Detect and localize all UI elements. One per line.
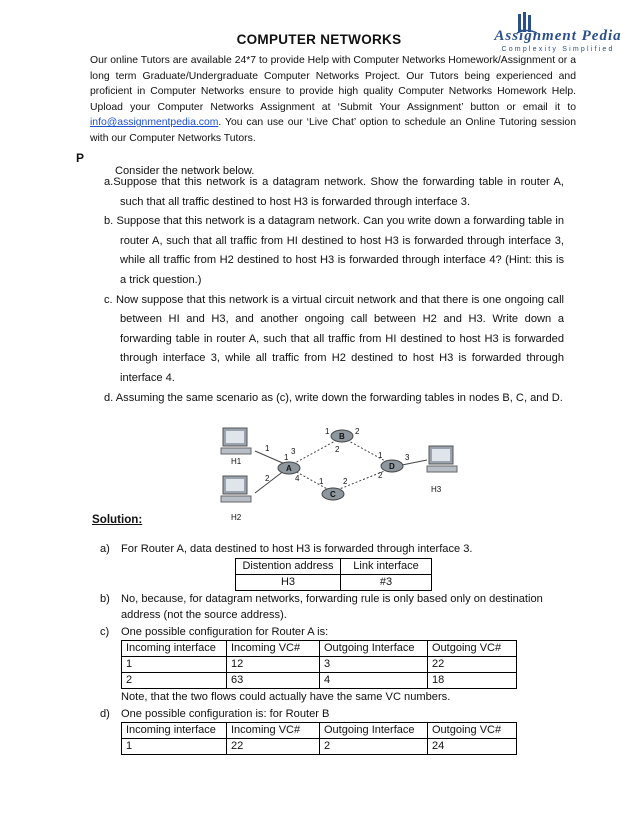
router-label-d: D <box>389 462 395 471</box>
table-cell: 2 <box>320 739 428 755</box>
vc-table-router-b <box>121 722 517 755</box>
iface-label: 2 <box>378 471 383 480</box>
solution-label: c) <box>100 625 110 638</box>
intro-paragraph <box>90 53 576 147</box>
table-cell: 3 <box>320 657 428 673</box>
brand-name: Assignment Pedia <box>494 28 622 44</box>
iface-label: 1 <box>284 453 289 462</box>
table-header: Incoming interface <box>122 723 227 739</box>
question-label: c. <box>104 293 113 306</box>
problem-label: P <box>76 151 85 165</box>
table-cell: 2 <box>122 673 227 689</box>
solution-label: d) <box>100 707 110 720</box>
iface-label: 1 <box>319 477 324 486</box>
brand-tagline: Complexity Simplified <box>501 46 615 53</box>
table-header: Incoming interface <box>122 641 227 657</box>
question-text: Assuming the same scenario as (c), write down the forwarding tables in nodes B, C, and D. <box>115 391 563 404</box>
page-title: COMPUTER NETWORKS <box>236 32 402 47</box>
question-list <box>104 173 564 408</box>
problem-intro: Consider the network below. <box>115 165 255 177</box>
email-link[interactable]: info@assignmentpedia.com <box>90 117 219 129</box>
vc-table-router-a <box>121 640 517 689</box>
table-header: Distention address <box>236 558 341 574</box>
question-c <box>104 291 564 389</box>
host-h2 <box>221 476 251 502</box>
network-diagram <box>215 418 465 528</box>
table-cell: 1 <box>122 657 227 673</box>
question-label: b. <box>104 215 114 228</box>
solution-text: For Router A, data destined to host H3 is forwarded through interface 3. <box>121 543 473 555</box>
table-header: Outgoing VC# <box>428 723 517 739</box>
solution-c <box>100 624 570 641</box>
iface-label: 1 <box>325 427 330 436</box>
table-cell: 24 <box>428 739 517 755</box>
table-cell: 63 <box>227 673 320 689</box>
table-header-row <box>122 723 517 739</box>
solution-body <box>100 541 570 755</box>
host-h1 <box>221 428 251 454</box>
solution-label: a) <box>100 543 110 555</box>
router-label-c: C <box>330 490 336 499</box>
question-label: d. <box>104 391 114 404</box>
iface-label: 2 <box>343 477 348 486</box>
table-cell: 18 <box>428 673 517 689</box>
solution-text: One possible configuration is: for Router B <box>121 707 330 720</box>
router-label-a: A <box>286 464 292 473</box>
table-header-row <box>122 641 517 657</box>
table-header: Link interface <box>341 558 432 574</box>
solution-text: One possible configuration for Router A is: <box>121 625 329 638</box>
iface-label: 2 <box>355 427 360 436</box>
table-row <box>122 739 517 755</box>
question-text: Suppose that this network is a datagram network. Can you write down a forwarding table in router A, such that all traffic from HI destined to host H3 is forwarded through interface 3, while all traffic from H2 destined to host H3 is forwarded through interface 4? (Hint: this is a trick question.) <box>116 215 565 286</box>
table-cell: 1 <box>122 739 227 755</box>
iface-label: 4 <box>295 474 300 483</box>
table-cell: H3 <box>236 574 341 590</box>
solution-note: Note, that the two flows could actually have the same VC numbers. <box>121 691 451 703</box>
iface-label: 1 <box>378 451 383 460</box>
router-label-b: B <box>339 432 345 441</box>
host-label-h2: H2 <box>231 513 242 522</box>
table-cell: #3 <box>341 574 432 590</box>
solution-b <box>100 591 570 624</box>
forwarding-table-a <box>235 558 432 591</box>
table-cell: 12 <box>227 657 320 673</box>
host-label-h3: H3 <box>431 485 442 494</box>
table-row <box>122 657 517 673</box>
question-b <box>104 212 564 290</box>
solution-title: Solution: <box>92 513 143 526</box>
question-a <box>104 173 564 212</box>
table-header: Outgoing Interface <box>320 723 428 739</box>
question-text: Now suppose that this network is a virtual circuit network and that there is one ongoing call between HI and H3, and another ongoing call between H2 and H3. Write down a forwarding table in router A, such that all traffic from HI destined to host H3 is forwarded through interface 3, while all traffic from H2 destined to host H3 is forwarded through interface 4. <box>115 293 564 384</box>
solution-a <box>100 541 570 558</box>
iface-label: 2 <box>265 474 270 483</box>
question-label: a. <box>104 176 114 188</box>
intro-text-1: Our online Tutors are available 24*7 to provide Help with Computer Networks Homework/Assignment or a long term Graduate/Undergraduate Computer Networks Project. Our Tutors being experienced and proficient in Computer Networks ensure to provide high quality Computer Networks Homework Help. Upload your Computer Networks Assignment at ‘Submit Your Assignment’ button or email it to <box>90 55 576 113</box>
table-cell: 22 <box>428 657 517 673</box>
intro-text-2: . You can use our ‘Live Chat’ option to schedule an Online Tutoring session with our Computer Networks Tutors. <box>90 117 576 144</box>
table-cell: 4 <box>320 673 428 689</box>
iface-label: 3 <box>405 453 410 462</box>
solution-label: b) <box>100 592 110 605</box>
iface-label: 1 <box>265 444 270 453</box>
table-header: Outgoing Interface <box>320 641 428 657</box>
host-h3 <box>427 446 457 472</box>
table-cell: 22 <box>227 739 320 755</box>
table-header-row <box>236 558 432 574</box>
iface-label: 3 <box>291 447 296 456</box>
table-row <box>122 673 517 689</box>
table-row <box>236 574 432 590</box>
question-d <box>104 389 564 409</box>
iface-label: 2 <box>335 445 340 454</box>
question-text: Suppose that this network is a datagram network. Show the forwarding table in router A, such that all traffic destined to host H3 is forwarded through interface 3. <box>113 176 564 208</box>
solution-d <box>100 706 570 723</box>
host-label-h1: H1 <box>231 457 242 466</box>
table-header: Outgoing VC# <box>428 641 517 657</box>
table-header: Incoming VC# <box>227 723 320 739</box>
solution-text: No, because, for datagram networks, forwarding rule is only based only on destination address (not the source address). <box>121 592 543 621</box>
table-header: Incoming VC# <box>227 641 320 657</box>
